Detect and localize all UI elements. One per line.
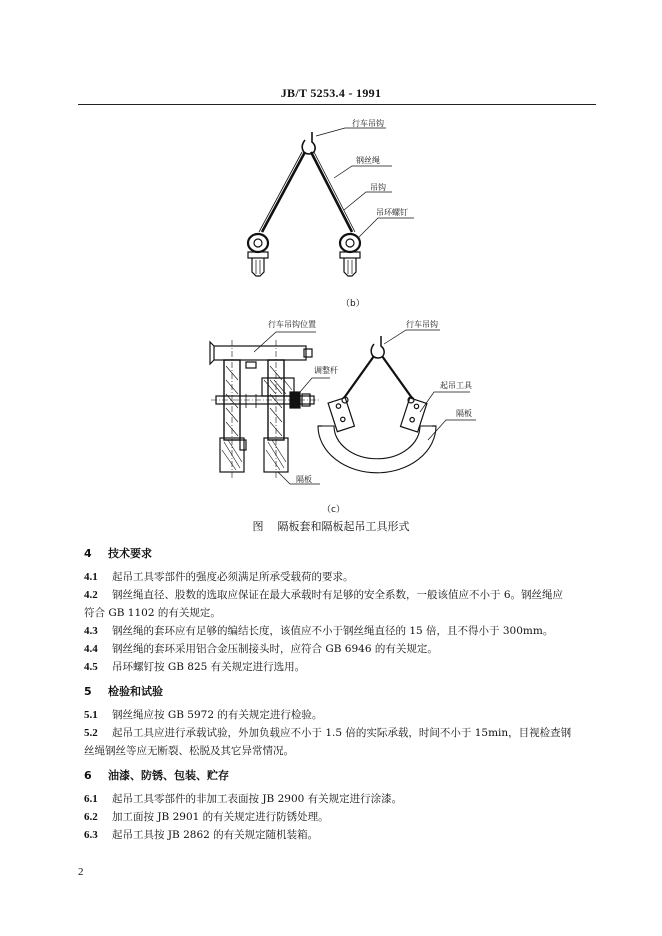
label-partition-left: 隔板 [296, 475, 312, 484]
clause-4-2: 4.2 钢丝绳直径、股数的选取应保证在最大承载时有足够的安全系数，一般该值应不小于 6。钢丝绳应 符合 GB 1102 的有关规定。 [84, 589, 564, 619]
wire-rope-left [262, 152, 305, 232]
figure-caption-title: 隔板套和隔板起吊工具形式 [277, 520, 410, 533]
clause-6-1: 6.1 起吊工具零部件的非加工表面按 JB 2900 有关规定进行涂漆。 [84, 793, 403, 805]
figure-c-tag: （c） [322, 505, 345, 515]
crane-hook-drawing [302, 132, 315, 154]
label-crane-hook-position: 行车吊钩位置 [268, 320, 316, 329]
label-crane-hook-c: 行车吊钩 [406, 320, 438, 329]
clause-5-1: 5.1 钢丝绳应按 GB 5972 的有关规定进行检验。 [84, 709, 323, 721]
figure-caption [0, 518, 662, 534]
figure-c-left [210, 332, 330, 484]
wire-rope-right [311, 152, 352, 232]
eye-bolt-right [340, 234, 360, 276]
figure-b-tag: （b） [341, 299, 365, 309]
label-wire-rope: 钢丝绳 [356, 156, 380, 165]
figure-c-right [318, 330, 476, 473]
label-eye-bolt: 吊环螺钉 [376, 208, 408, 217]
page-number: 2 [78, 866, 84, 878]
section-4-heading: 4 技术要求 [84, 547, 152, 560]
clause-6-2: 6.2 加工面按 JB 2901 的有关规定进行防锈处理。 [84, 811, 329, 823]
clause-4-5: 4.5 吊环螺钉按 GB 825 有关规定进行选用。 [84, 661, 306, 673]
label-crane-hook-b: 行车吊钩 [352, 119, 384, 128]
clause-4-1: 4.1 起吊工具零部件的强度必须满足所承受载荷的要求。 [84, 571, 354, 583]
page-header: JB/T 5253.4 - 1991 [280, 86, 382, 100]
eye-bolt-left [248, 234, 268, 276]
clause-5-2: 5.2 起吊工具应进行承载试验，外加负载应不小于 1.5 倍的实际承载，时间不小于 15min，目视检查钢 丝绳钢丝等应无断裂、松脱及其它异常情况。 [84, 727, 572, 757]
label-partition-right: 隔板 [456, 409, 472, 418]
figure-b [248, 128, 414, 276]
clause-4-4: 4.4 钢丝绳的套环采用铝合金压制接头时，应符合 GB 6946 的有关规定。 [84, 643, 438, 655]
label-lifting-tool: 起吊工具 [440, 381, 472, 390]
label-hook: 吊钩 [370, 183, 386, 192]
figure-b-labels [341, 118, 408, 309]
label-adjust-rod: 调整杆 [314, 366, 338, 375]
section-6-heading: 6 油漆、防锈、包装、贮存 [84, 769, 229, 782]
clause-6-3: 6.3 起吊工具按 JB 2862 的有关规定随机装箱。 [84, 829, 319, 841]
section-5-heading: 5 检验和试验 [84, 685, 163, 698]
figure-caption-label: 图 [252, 520, 264, 533]
clause-4-3: 4.3 钢丝绳的套环应有足够的编结长度，该值应不小于钢丝绳直径的 15 倍，且不得小于 300mm。 [84, 625, 554, 637]
